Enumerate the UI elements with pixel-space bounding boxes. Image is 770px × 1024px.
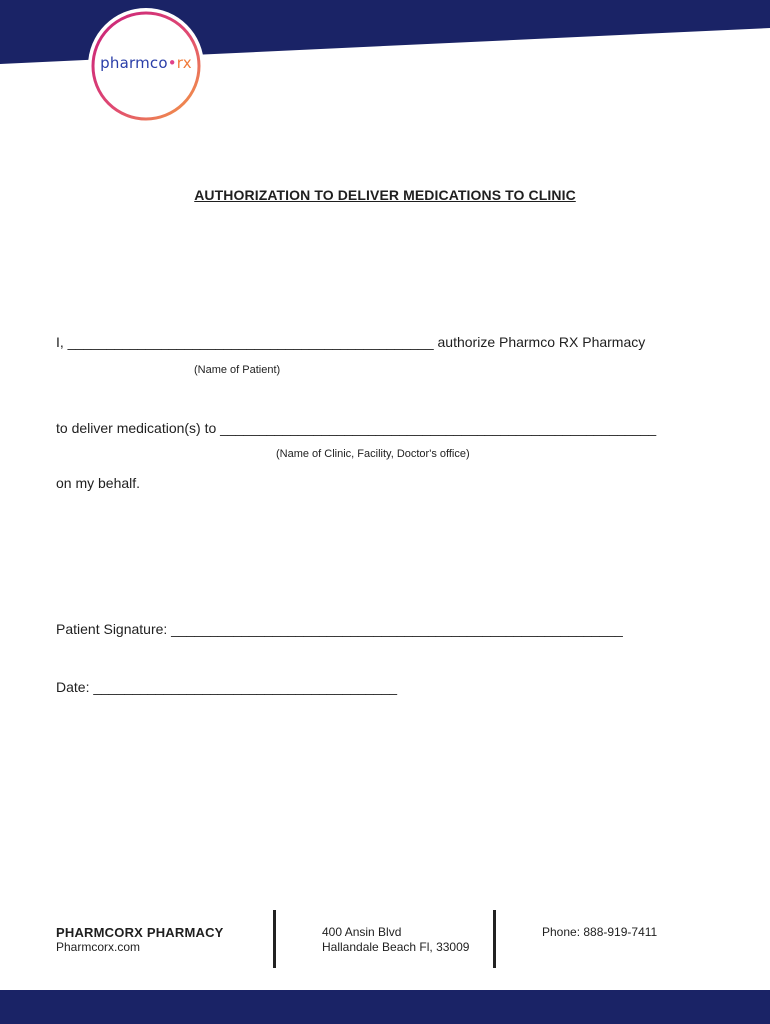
date-line: Date: _______________________________________ [56, 679, 398, 695]
patient-name-hint: (Name of Patient) [194, 364, 281, 376]
footer-band [0, 990, 770, 1024]
footer-address-line1: 400 Ansin Blvd [322, 925, 402, 939]
footer-divider [493, 910, 496, 968]
clinic-name-line: to deliver medication(s) to ________________________________________________________ [56, 420, 657, 436]
footer-divider [273, 910, 276, 968]
footer-brand-block [56, 925, 224, 955]
logo-wordmark [90, 54, 202, 72]
footer-brand-name: PHARMCORX PHARMACY [56, 925, 224, 940]
footer-address-block [322, 925, 469, 955]
footer-website: Pharmcorx.com [56, 940, 141, 954]
footer-phone: Phone: 888-919-7411 [542, 925, 658, 939]
logo-word-pharmco: pharmco [100, 54, 168, 72]
logo-dot: • [167, 54, 177, 72]
on-my-behalf-text: on my behalf. [56, 475, 141, 491]
form-title: AUTHORIZATION TO DELIVER MEDICATIONS TO CLINIC [194, 187, 576, 203]
footer-address-line2: Hallandale Beach Fl, 33009 [322, 940, 470, 954]
patient-signature-line: Patient Signature: __________________________________________________________ [56, 621, 623, 637]
patient-name-line: I, _______________________________________________ authorize Pharmco RX Pharmacy [56, 334, 646, 350]
logo-word-rx: rx [176, 54, 192, 72]
clinic-name-hint: (Name of Clinic, Facility, Doctor's office) [276, 448, 470, 460]
pharmcorx-logo [90, 10, 202, 122]
